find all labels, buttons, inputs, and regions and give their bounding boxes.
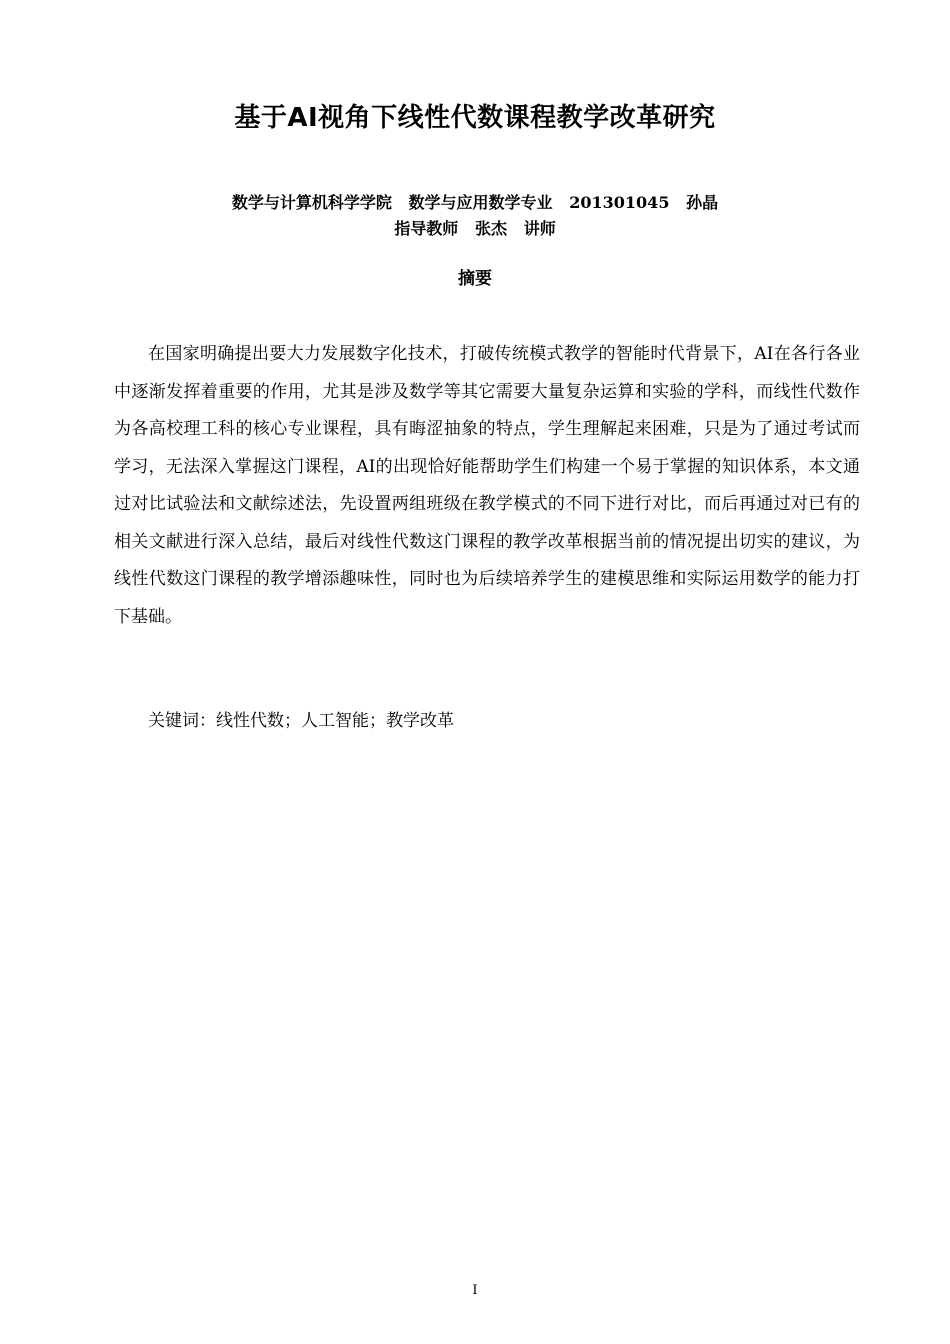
abstract-body: 在国家明确提出要大力发展数字化技术，打破传统模式教学的智能时代背景下，AI在各行各业中逐渐发挥着重要的作用，尤其是涉及数学等其它需要大量复杂运算和实验的学科，而线性代数作为各高校理工科的核心专业课程，具有晦涩抽象的特点，学生理解起来困难，只是为了通过考试而学习，无法深入掌握这门课程，AI的出现恰好能帮助学生们构建一个易于掌握的知识体系，本文通过对比试验法和文献综述法，先设置两组班级在教学模式的不同下进行对比，而后再通过对已有的相关文献进行深入总结，最后对线性代数这门课程的教学改革根据当前的情况提出切实的建议，为线性代数这门课程的教学增添趣味性，同时也为后续培养学生的建模思维和实际运用数学的能力打下基础。 <box>114 344 860 627</box>
keywords-text: 线性代数；人工智能；教学改革 <box>216 711 454 731</box>
abstract-heading: 摘要 <box>458 269 492 289</box>
page-title: 基于AI视角下线性代数课程教学改革研究 <box>234 103 716 133</box>
author-info: 数学与计算机科学学院 数学与应用数学专业 201301045 孙晶 <box>231 193 719 212</box>
page-number: I <box>472 1283 478 1298</box>
keywords-label: 关键词： <box>148 711 216 731</box>
keywords <box>148 707 848 735</box>
advisor-info: 指导教师 张杰 讲师 <box>394 219 556 238</box>
